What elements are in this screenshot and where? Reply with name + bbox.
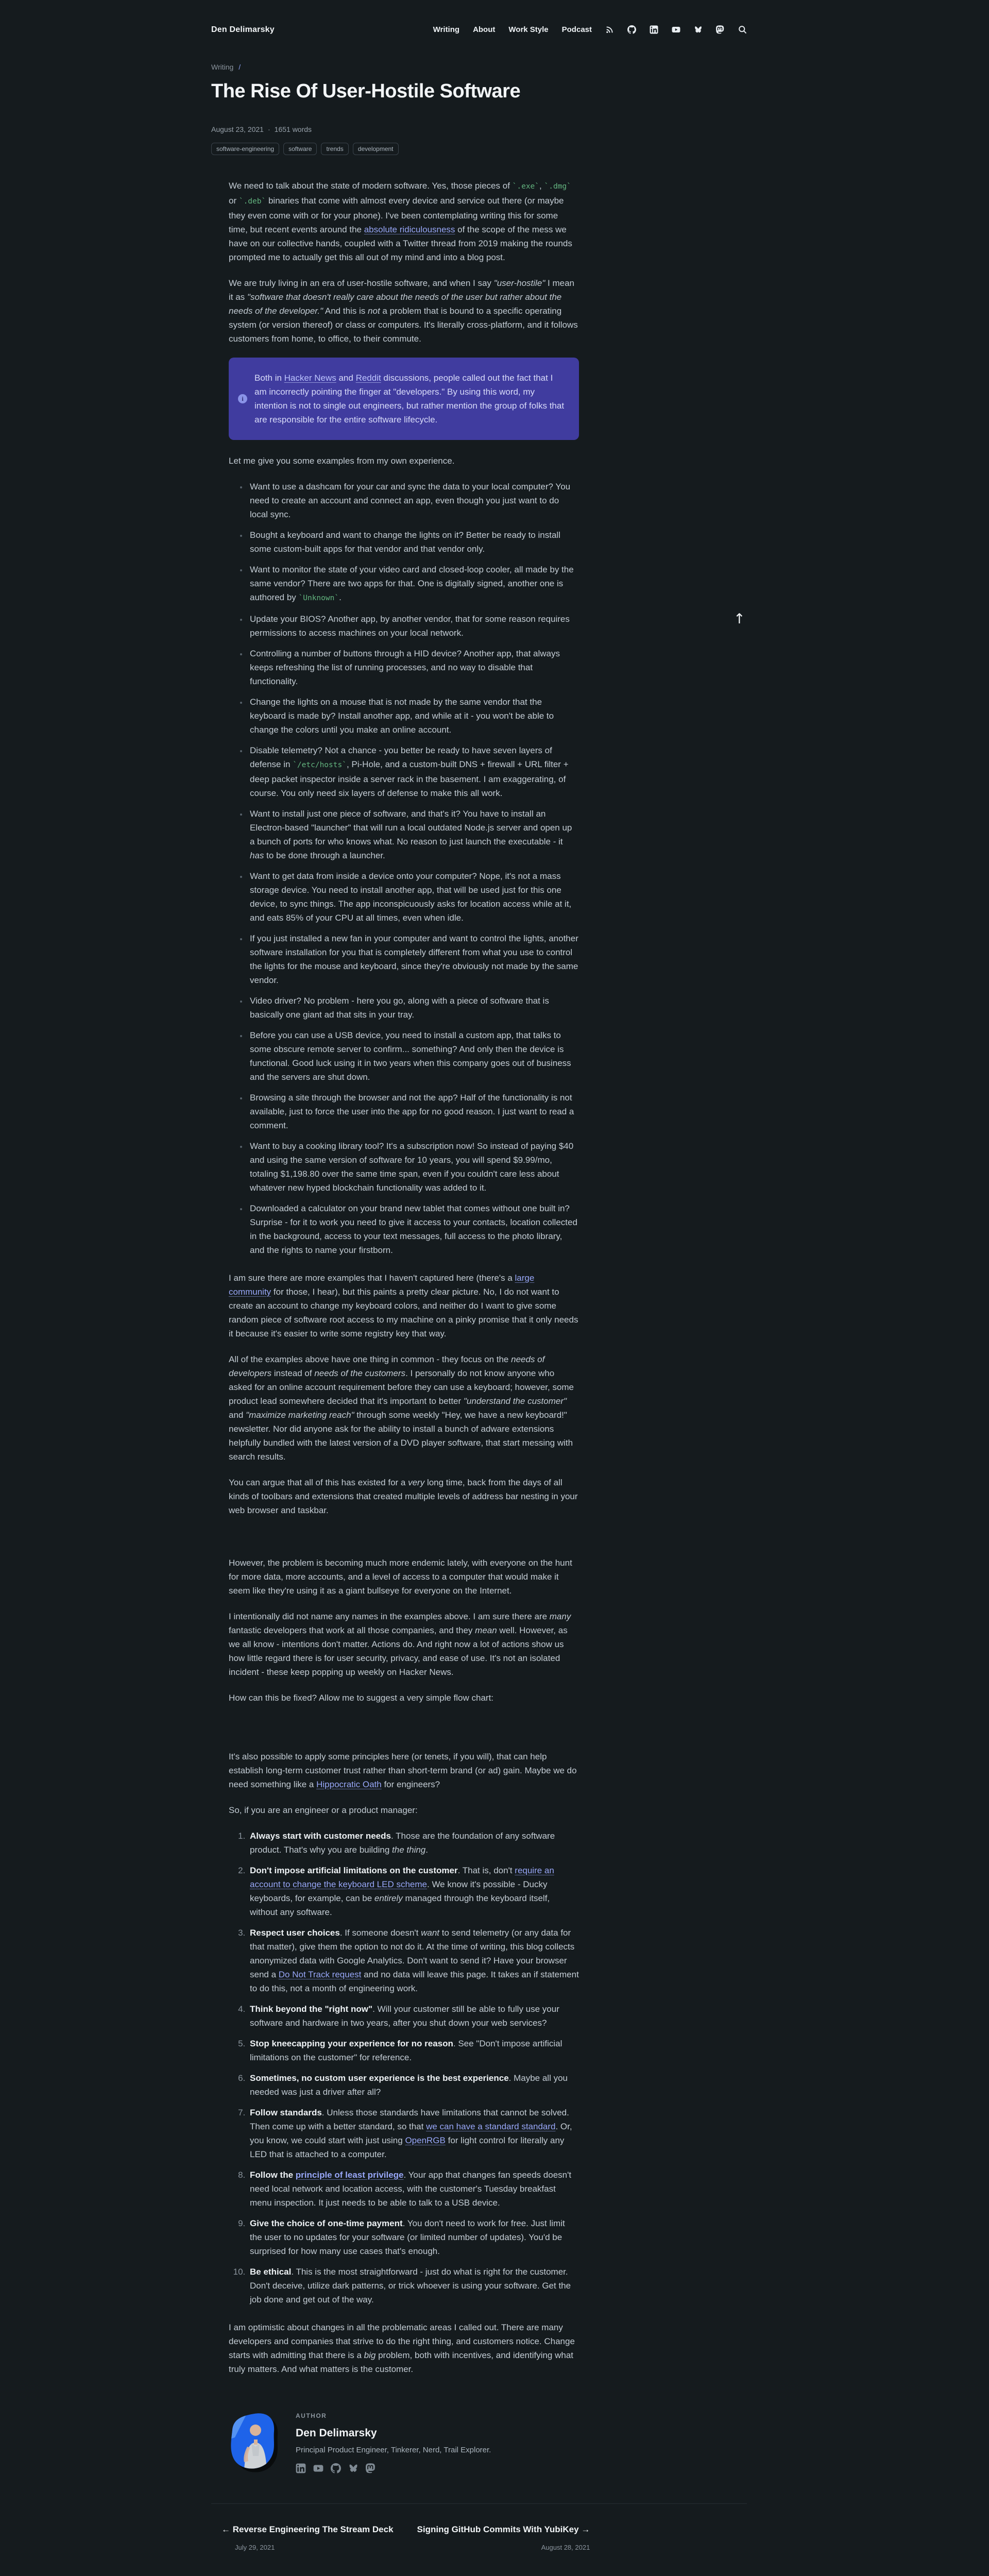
emphasis-text: needs of the customers xyxy=(314,1368,406,1378)
list-item: • Update your BIOS? Another app, by another vendor, that for some reason requires permissions to access machines on your local network. xyxy=(248,612,579,640)
list-item: 10. Be ethical. This is the most straightforward - just do what is right for the customer. Don't deceive, utilize dark patterns, or trick whoever is using your software. Get the job done and get out of the way. xyxy=(248,2265,579,2307)
header-nav xyxy=(433,23,747,37)
paragraph: I intentionally did not name any names in the examples above. I am sure there are many fantastic developers that work at all those companies, and they mean well. However, as we all know - intentions don't matter. Actions do. And right now a lot of actions show us how little regard there is for user security, privacy, and ease of use. It's not an isolated incident - these keep popping up weekly on Hacker News. xyxy=(229,1612,571,1677)
list-item: • Before you can use a USB device, you need to install a custom app, that talks to some obscure remote server to confirm... something? And only then the device is functional. Good luck using it in two years when this company goes out of business and the servers are shut down. xyxy=(248,1028,579,1084)
linkedin-icon[interactable] xyxy=(296,2463,306,2473)
inline-code: `.exe` xyxy=(512,182,540,191)
bold-text: Stop kneecapping your experience for no reason xyxy=(250,2039,453,2048)
list-item: 2. Don't impose artificial limitations on the customer. That is, don't require an account to change the keyboard LED scheme. We know it's possible - Ducky keyboards, for example, can be entirely managed through the keyboard itself, without any software. xyxy=(248,1863,579,1919)
author-bio: Principal Product Engineer, Tinkerer, Nerd, Trail Explorer. xyxy=(296,2446,491,2454)
youtube-icon[interactable] xyxy=(672,25,680,34)
emphasis-text: needs of developers xyxy=(229,1354,545,1378)
prev-post-title: Reverse Engineering The Stream Deck xyxy=(232,2524,394,2534)
paragraph: All of the examples above have one thing in common - they focus on the needs of developers instead of needs of the customers. I personally do not know anyone who asked for an online account requirement before they can use a keyboard; however, some product lead somewhere decided that it's important to better "understand the customer" and "maximize marketing reach" through some weekly "Hey, we have a new keyboard!" newsletter. Nor did anyone ask for the ability to install a bunch of adware extensions helpfully bundled with the latest version of a DVD player software, that start messing with search results. xyxy=(229,1354,574,1462)
next-post-link[interactable] xyxy=(417,2522,590,2554)
bold-text: Be ethical xyxy=(250,2267,292,2277)
list-item: • Controlling a number of buttons through a HID device? Another app, that always keeps refreshing the list of running processes, and no way to disable that functionality. xyxy=(248,647,579,688)
post-word-count: 1651 words xyxy=(274,125,312,133)
youtube-icon[interactable] xyxy=(313,2463,323,2473)
bold-text: Sometimes, no custom user experience is the best experience xyxy=(250,2073,509,2083)
post-meta xyxy=(211,123,747,137)
inline-link[interactable]: Hacker News xyxy=(284,373,336,383)
inline-code: `/etc/hosts` xyxy=(293,761,347,769)
author-info xyxy=(296,2409,491,2473)
paragraph: I am sure there are more examples that I haven't captured here (there's a large community for those, I hear), but this paints a pretty clear picture. No, I do not want to create an account to change my keyboard colors, and neither do I want to give some random piece of software root access to my machine on a pinky promise that it only needs it because it's easier to write some registry key that way. xyxy=(229,1273,578,1338)
inline-link[interactable]: Hippocratic Oath xyxy=(316,1780,382,1789)
content-spacer xyxy=(229,1529,579,1556)
search-icon[interactable] xyxy=(738,25,747,34)
tag-pill-trends[interactable]: trends xyxy=(321,143,348,155)
mastodon-icon[interactable] xyxy=(366,2463,376,2473)
github-icon[interactable] xyxy=(627,25,636,34)
list-item: • Want to monitor the state of your video card and closed-loop cooler, all made by the same vendor? There are two apps for that. One is digitally signed, another one is authored by `Unknown`. xyxy=(248,563,579,605)
bluesky-icon[interactable] xyxy=(694,25,703,34)
footer-divider xyxy=(211,2503,747,2504)
info-callout xyxy=(229,358,579,440)
arrow-right-icon: → xyxy=(581,2524,590,2534)
emphasis-text: many xyxy=(549,1612,571,1621)
list-item: 5. Stop kneecapping your experience for no reason. See "Don't impose artificial limitations on the customer" for reference. xyxy=(248,2037,579,2064)
paragraph: So, if you are an engineer or a product manager: xyxy=(229,1805,418,1815)
nav-link-about[interactable]: About xyxy=(473,25,496,34)
inline-link[interactable]: absolute ridiculousness xyxy=(364,225,455,234)
github-icon[interactable] xyxy=(331,2463,341,2473)
author-label: AUTHOR xyxy=(296,2412,327,2419)
paragraph: I am optimistic about changes in all the problematic areas I called out. There are many developers and companies that strive to do the right thing, and customers notice. Change starts with admitting that there is a big problem, both with incentives, and identifying what truly matters. And what matters is the customer. xyxy=(229,2323,575,2374)
author-name: Den Delimarsky xyxy=(296,2427,377,2439)
bold-text: Respect user choices xyxy=(250,1928,340,1938)
bold-text: Give the choice of one-time payment xyxy=(250,2218,403,2228)
tag-pill-software[interactable]: software xyxy=(283,143,317,155)
emphasis-text: "understand the customer" xyxy=(463,1396,567,1406)
list-item: • Change the lights on a mouse that is not made by the same vendor that the keyboard is made by? Install another app, and while at it - you won't be able to change the colors until you make an online account. xyxy=(248,695,579,737)
next-post-title: Signing GitHub Commits With YubiKey xyxy=(417,2524,579,2534)
site-header xyxy=(211,0,747,37)
emphasis-text: not xyxy=(368,306,380,316)
inline-link[interactable]: Do Not Track request xyxy=(278,1970,362,1979)
emphasis-text: "user-hostile" xyxy=(493,278,545,288)
bold-text: Don't impose artificial limitations on the customer xyxy=(250,1866,458,1875)
breadcrumb xyxy=(211,60,747,74)
list-item: 8. Follow the principle of least privilege. Your app that changes fan speeds doesn't need local network and location access, with the customer's Tuesday breakfast menu inspection. It just needs to be able to talk to a USB device. xyxy=(248,2168,579,2210)
list-item: 9. Give the choice of one-time payment. You don't need to work for free. Just limit the user to no updates for your software (or limited number of updates). You'd be surprised for how many use cases that's enough. xyxy=(248,2216,579,2258)
content-spacer xyxy=(229,1717,579,1750)
emphasis-text: entirely xyxy=(374,1893,403,1903)
inline-code: `Unknown` xyxy=(298,594,339,602)
emphasis-text: want xyxy=(421,1928,440,1938)
author-card xyxy=(229,2409,579,2473)
bluesky-icon[interactable] xyxy=(348,2463,359,2473)
list-item: • Video driver? No problem - here you go, along with a piece of software that is basically one giant ad that sits in your tray. xyxy=(248,994,579,1022)
emphasis-text: "maximize marketing reach" xyxy=(246,1410,354,1420)
paragraph: However, the problem is becoming much more endemic lately, with everyone on the hunt for more data, more accounts, and a level of access to a computer that would make it seem like they're using it as a giant bullseye for everyone on the Internet. xyxy=(229,1558,572,1596)
inline-code: `.deb` xyxy=(238,197,266,206)
example-list xyxy=(229,480,579,1257)
callout-text: Both in Hacker News and Reddit discussions, people called out the fact that I am incorrectly pointing the finger at "developers." By using this word, my intention is not to single out engineers, but rather mention the group of folks that are responsible for the entire software lifecycle. xyxy=(254,373,565,425)
list-item: • Bought a keyboard and want to change the lights on it? Better be ready to install some custom-built apps for that vendor and that vendor only. xyxy=(248,528,579,556)
list-item: 1. Always start with customer needs. Those are the foundation of any software product. That's why you are building the thing. xyxy=(248,1829,579,1857)
site-logo[interactable]: Den Delimarsky xyxy=(211,25,275,34)
paragraph: You can argue that all of this has existed for a very long time, back from the days of all kinds of toolbars and extensions that created multiple levels of address bar nesting in your web browser and taskbar. xyxy=(229,1478,578,1515)
principles-list xyxy=(229,1829,579,2307)
inline-link[interactable]: require an account to change the keyboard LED scheme xyxy=(250,1866,554,1889)
breadcrumb-separator: / xyxy=(238,63,241,71)
list-item: 7. Follow standards. Unless those standards have limitations that cannot be solved. Then come up with a better standard, so that we can have a standard standard. Or, you know, we could start with just using OpenRGB for light control for literally any LED that is attached to a computer. xyxy=(248,2106,579,2161)
post-navigation xyxy=(221,2522,747,2554)
emphasis-text: very xyxy=(408,1478,425,1487)
emphasis-text: has xyxy=(250,851,264,860)
paragraph: How can this be fixed? Allow me to suggest a very simple flow chart: xyxy=(229,1693,494,1703)
list-item: • Want to get data from inside a device onto your computer? Nope, it's not a mass storage device. You need to install another app, that will be used just for this one device, to sync things. The app inconspicuously asks for location access while at it, and eats 85% of your CPU at all times, even when idle. xyxy=(248,869,579,925)
nav-link-writing[interactable]: Writing xyxy=(433,25,460,34)
list-item: 4. Think beyond the "right now". Will your customer still be able to fully use your software and hardware in two years, after you shut down your web services? xyxy=(248,2002,579,2030)
nav-link-podcast[interactable]: Podcast xyxy=(561,25,592,34)
emphasis-text: big xyxy=(364,2350,376,2360)
breadcrumb-writing-link[interactable]: Writing xyxy=(211,63,234,71)
main-nav xyxy=(433,23,592,37)
list-item: • Want to buy a cooking library tool? It's a subscription now! So instead of paying $40 and using the same version of software for 10 years, you will spend $9.99/mo, totaling $1,198.80 over the same time span, even if you couldn't care less about whatever new hyped blockchain functionality was added to it. xyxy=(248,1139,579,1195)
inline-link[interactable]: large community xyxy=(229,1273,535,1297)
list-item: • Want to use a dashcam for your car and sync the data to your local computer? You need to create an account and connect an app, even though you just want to do local sync. xyxy=(248,480,579,521)
bold-text: Always start with customer needs xyxy=(250,1831,391,1841)
list-item: • Browsing a site through the browser and not the app? Half of the functionality is not available, just to force the user into the app for no good reason. I just want to read a comment. xyxy=(248,1091,579,1132)
page-title: The Rise Of User-Hostile Software xyxy=(211,80,521,102)
inline-link[interactable]: OpenRGB xyxy=(405,2136,446,2145)
emphasis-text: mean xyxy=(475,1625,497,1635)
nav-link-work-style[interactable]: Work Style xyxy=(508,25,549,34)
list-item: • Downloaded a calculator on your brand new tablet that comes without one built in? Surprise - for it to work you need to give it access to your contacts, location collected in the background, access to your text messages, full access to the photo library, and the rights to name your firstborn. xyxy=(248,1201,579,1257)
tag-row xyxy=(211,143,747,155)
article-body xyxy=(229,179,579,2376)
author-social-icons xyxy=(296,2463,491,2473)
paragraph: Let me give you some examples from my own experience. xyxy=(229,456,455,466)
scroll-to-top-button[interactable]: ↑ xyxy=(734,611,745,627)
inline-link[interactable]: principle of least privilege xyxy=(295,2170,404,2180)
post-date: August 23, 2021 xyxy=(211,125,264,133)
inline-code: `.dmg` xyxy=(544,182,571,191)
paragraph: It's also possible to apply some principles here (or tenets, if you will), that can help establish long-term customer trust rather than short-term brand (or ad) gain. Maybe we do need something like a Hippocratic Oath for engineers? xyxy=(229,1752,577,1789)
list-item: • Want to install just one piece of software, and that's it? You have to install an Electron-based "launcher" that will run a local outdated Node.js server and open up a bunch of ports for who knows what. No reason to just launch the executable - it has to be done through a launcher. xyxy=(248,807,579,862)
emphasis-text: the thing xyxy=(392,1845,426,1855)
arrow-left-icon: ← xyxy=(221,2524,230,2534)
emphasis-text: "software that doesn't really care about the needs of the user but rather about the needs of the developer." xyxy=(229,292,562,316)
bold-text: Follow standards xyxy=(250,2108,322,2117)
list-item: 3. Respect user choices. If someone doesn't want to send telemetry (or any data for that matter), give them the option to not do it. At the time of writing, this blog collects anonymized data with Google Analytics. Don't want to send it? Have your browser send a Do Not Track request and no data will leave this page. It takes an if statement to do this, not a month of engineering work. xyxy=(248,1926,579,1995)
next-post-date: August 28, 2021 xyxy=(541,2544,590,2551)
tag-pill-development[interactable]: development xyxy=(353,143,399,155)
prev-post-date: July 29, 2021 xyxy=(235,2544,275,2551)
rss-icon[interactable] xyxy=(605,25,614,34)
info-icon: i xyxy=(238,394,247,403)
paragraph: We need to talk about the state of modern software. Yes, those pieces of `.exe`, `.dmg` or `.deb` binaries that come with almost every device and service out there (or maybe they even come with or for your phone). I've been contemplating writing this for some time, but recent events around the absolute ridiculousness of the scope of the mess we have on our collective hands, coupled with a Twitter thread from 2019 making the rounds prompted me to actually get this all out of my mind and into a blog post. xyxy=(229,181,572,262)
linkedin-icon[interactable] xyxy=(650,25,658,34)
prev-post-link[interactable] xyxy=(221,2522,394,2554)
inline-link[interactable]: we can have a standard standard xyxy=(426,2122,556,2131)
paragraph: We are truly living in an era of user-hostile software, and when I say "user-hostile" I mean it as "software that doesn't really care about the needs of the user but rather about the needs of the developer." And this is not a problem that is bound to a specific operating system (or version thereof) or class or computers. It's literally cross-platform, and it follows customers from home, to office, to their commute. xyxy=(229,278,578,344)
author-avatar xyxy=(229,2413,278,2470)
list-item: • If you just installed a new fan in your computer and want to control the lights, another software installation for you that is completely different from what you use to control the lights for the mouse and keyboard, since they're obviously not made by the same vendor. xyxy=(248,931,579,987)
bold-text: Think beyond the "right now" xyxy=(250,2004,373,2014)
mastodon-icon[interactable] xyxy=(716,25,725,34)
list-item: • Disable telemetry? Not a chance - you better be ready to have seven layers of defense in `/etc/hosts`, Pi-Hole, and a custom-built DNS + firewall + URL filter + deep packet inspector inside a server rack in the basement. I am exaggerating, of course. You only need six layers of defense to make this all work. xyxy=(248,743,579,800)
list-item: 6. Sometimes, no custom user experience is the best experience. Maybe all you needed was just a driver after all? xyxy=(248,2071,579,2099)
inline-link[interactable]: Reddit xyxy=(355,373,381,383)
tag-pill-software-engineering[interactable]: software-engineering xyxy=(211,143,279,155)
meta-dot: · xyxy=(267,125,270,133)
bold-text: Follow the xyxy=(250,2170,296,2180)
